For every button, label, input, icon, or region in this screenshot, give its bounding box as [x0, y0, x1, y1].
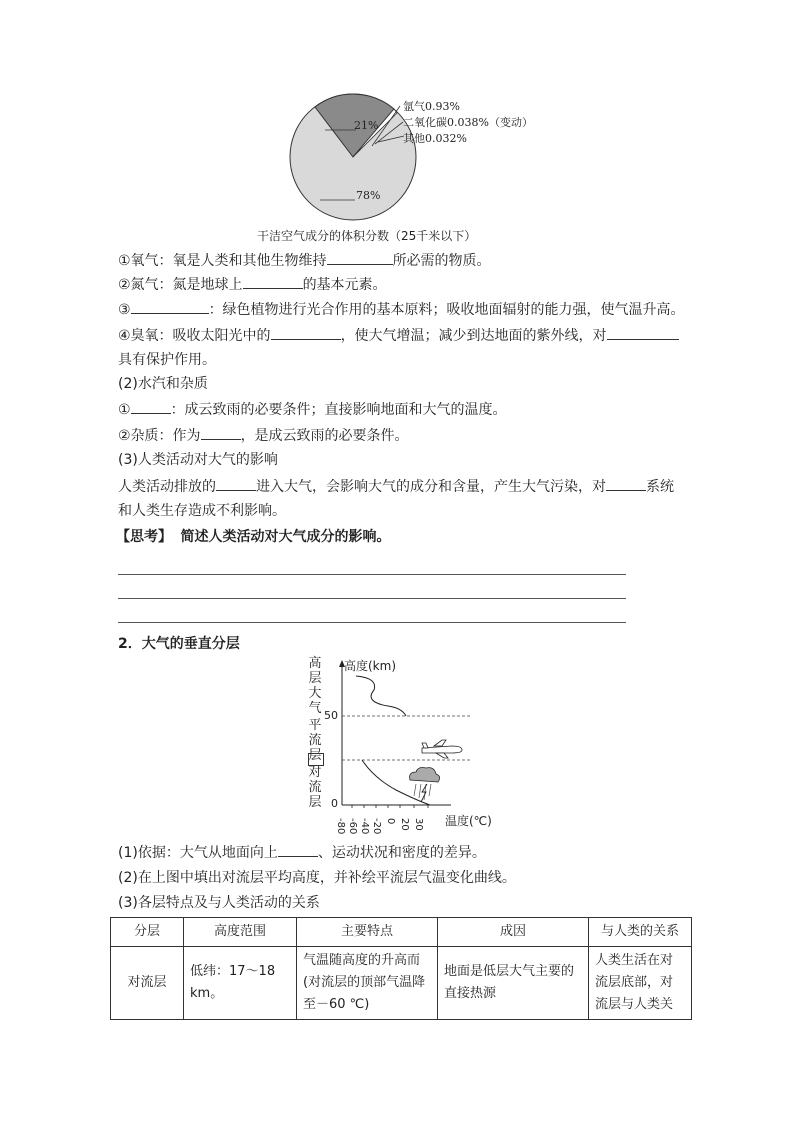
water-title: (2)水汽和杂质 — [118, 376, 208, 392]
x-tick-label: -20 — [371, 818, 382, 835]
think-label: 【思考】 — [116, 529, 172, 545]
layer-label-troposphere: 对流层 — [308, 765, 322, 810]
table-cell-feature: 气温随高度的升高而(对流层的顶部气温降至－60 ℃) — [297, 947, 438, 1020]
q1-blank[interactable] — [278, 842, 318, 857]
table-row — [111, 947, 692, 1020]
table-cell-relation: 人类生活在对流层底部，对流层与人类关 — [589, 947, 692, 1020]
water-line: ① ：成云致雨的必要条件；直接影响地面和大气的温度。 — [118, 399, 507, 420]
troposphere-height-box[interactable] — [308, 753, 324, 766]
co2-label: 二氧化碳0.038%（变动） — [403, 116, 533, 129]
rain-cloud-icon — [410, 768, 440, 803]
x-axis-label: 温度(℃) — [445, 814, 492, 828]
answer-line-1[interactable] — [118, 574, 626, 575]
think-text: 简述人类活动对大气成分的影响。 — [180, 529, 391, 545]
ozone-blank-1[interactable] — [271, 325, 341, 340]
oxygen-line: ①氧气：氧是人类和其他生物维持 所必需的物质。 — [118, 250, 491, 271]
x-tick-label: 30 — [413, 818, 424, 831]
layer-table — [110, 917, 692, 1020]
table-header: 成因 — [438, 918, 589, 947]
answer-line-2[interactable] — [118, 598, 626, 599]
atmosphere-layer-diagram — [326, 654, 506, 834]
human-line-2: 和人类生存造成不利影响。 — [118, 503, 286, 519]
pie-caption: 干洁空气成分的体积分数（25千米以下） — [257, 229, 477, 243]
question-1: (1)依据：大气从地面向上 、运动状况和密度的差异。 — [118, 842, 486, 863]
impurity-line: ②杂质：作为 ，是成云致雨的必要条件。 — [118, 425, 409, 446]
ozone-line-2: 具有保护作用。 — [118, 352, 216, 368]
y-axis-label: 高度(km) — [344, 659, 397, 673]
human-title: (3)人类活动对大气的影响 — [118, 452, 278, 468]
impurity-blank[interactable] — [201, 425, 241, 440]
question-3: (3)各层特点及与人类活动的关系 — [118, 895, 320, 911]
oxygen-percent-label: 21% — [354, 119, 379, 132]
airplane-icon — [422, 740, 462, 758]
table-header: 与人类的关系 — [589, 918, 692, 947]
table-header: 分层 — [111, 918, 184, 947]
table-header: 高度范围 — [184, 918, 297, 947]
x-tick-label: 0 — [385, 818, 396, 825]
x-tick-label: -40 — [359, 818, 370, 835]
x-tick-label: -60 — [347, 818, 358, 835]
argon-label: 氩气0.93% — [403, 100, 460, 113]
oxygen-blank[interactable] — [327, 250, 393, 265]
other-gases-label: 其他0.032% — [403, 132, 467, 145]
table-cell-layer: 对流层 — [111, 947, 184, 1020]
human-line: 人类活动排放的 进入大气，会影响大气的成分和含量，产生大气污染，对 系统 — [118, 476, 674, 497]
ozone-line: ④臭氧：吸收太阳光中的 ，使大气增温；减少到达地面的紫外线，对 — [118, 325, 679, 346]
human-blank-2[interactable] — [606, 476, 646, 491]
section2-title: 2．大气的垂直分层 — [118, 636, 240, 652]
question-2: (2)在上图中填出对流层平均高度，并补绘平流层气温变化曲线。 — [118, 870, 516, 886]
table-header: 主要特点 — [297, 918, 438, 947]
layer-label-upper: 高层大气 — [308, 656, 322, 716]
x-tick-label: 20 — [399, 818, 410, 831]
co2-blank[interactable] — [131, 299, 209, 314]
nitrogen-percent-label: 78% — [356, 189, 381, 202]
y-tick-50: 50 — [324, 709, 338, 722]
nitrogen-line: ②氮气：氮是地球上 的基本元素。 — [118, 274, 387, 295]
nitrogen-blank[interactable] — [243, 274, 303, 289]
table-cell-height: 低纬：17～18 km。 — [184, 947, 297, 1020]
layer-label-stratosphere: 平流层 — [308, 718, 322, 763]
water-blank[interactable] — [131, 399, 171, 414]
y-tick-0: 0 — [331, 797, 338, 810]
ozone-blank-2[interactable] — [607, 325, 679, 340]
upper-temp-curve — [356, 676, 406, 716]
think-line — [116, 527, 390, 547]
human-blank-1[interactable] — [216, 476, 256, 491]
troposphere-temp-curve — [362, 760, 430, 805]
co2-line: ③ ：绿色植物进行光合作用的基本原料；吸收地面辐射的能力强，使气温升高。 — [118, 299, 685, 320]
table-cell-cause: 地面是低层大气主要的直接热源 — [438, 947, 589, 1020]
table-header-row — [111, 918, 692, 947]
answer-line-3[interactable] — [118, 622, 626, 623]
x-tick-label: -80 — [335, 818, 346, 835]
